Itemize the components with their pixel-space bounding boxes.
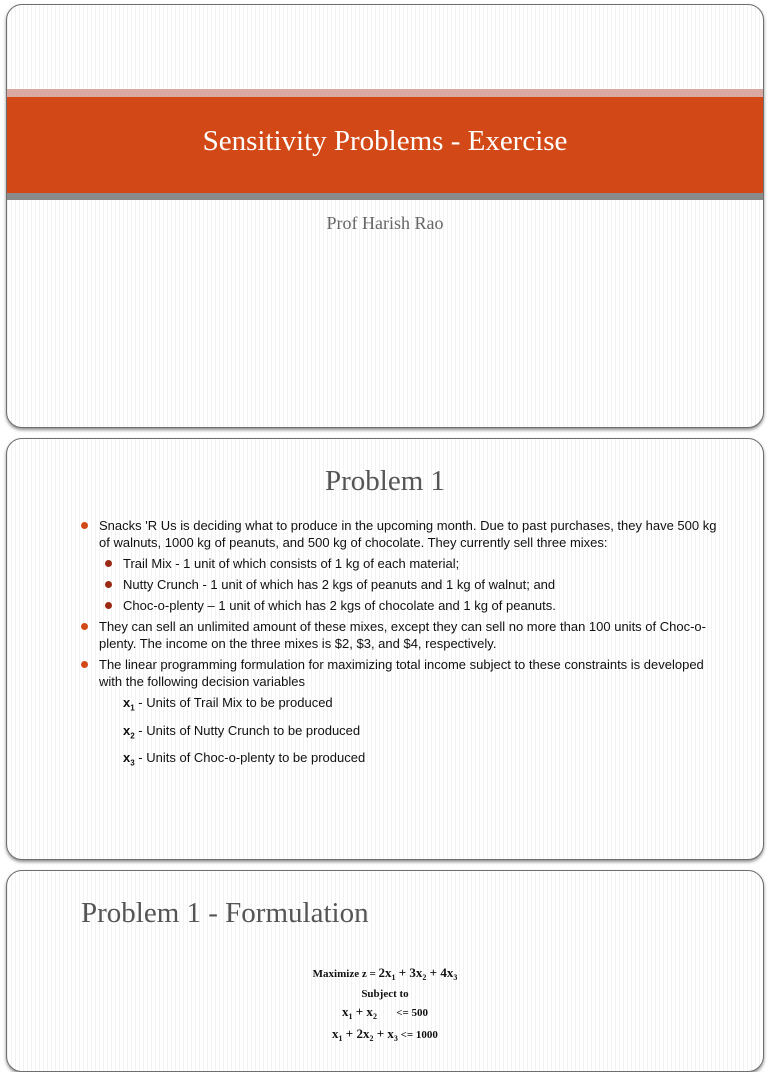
decision-variable (123, 694, 723, 717)
bullet-text: The linear programming formulation for maximizing total income subject to these constraints is developed with the following decision variables (99, 657, 704, 689)
bullet-item (81, 618, 723, 652)
decision-variable (123, 749, 723, 772)
variable-description: - Units of Nutty Crunch to be produced (134, 722, 361, 738)
formulation-slide (6, 870, 764, 1072)
sub-bullet-item (105, 555, 723, 572)
bullet-item (81, 656, 723, 690)
decision-variable (123, 722, 723, 745)
slide-title: Sensitivity Problems - Exercise (202, 125, 568, 157)
variable-symbol: x (123, 750, 131, 766)
sub-bullet-text: Trail Mix - 1 unit of which consists of 1 kg of each material; (123, 556, 460, 571)
bullet-dot-icon (81, 522, 88, 529)
title-slide (6, 4, 764, 428)
constraint-2: $x_1 + 2x_2 + x_3 <= 1000$ (332, 1026, 438, 1044)
slide-title: Problem 1 - Formulation (81, 897, 369, 929)
variable-index: 1 (130, 703, 135, 713)
bullet-text: They can sell an unlimited amount of these mixes, except they can sell no more than 100 units of Choc-o-plenty. The income on the three mixes is $2, $3, and $4, respectively. (99, 619, 706, 651)
variable-description: - Units of Choc-o-plenty to be produced (134, 750, 366, 766)
banner-shadow-stripe (7, 193, 763, 200)
variable-symbol: x (123, 695, 131, 710)
problem-slide (6, 438, 764, 860)
variable-symbol: x (123, 722, 131, 738)
sub-bullet-item (105, 576, 723, 593)
bullet-dot-icon (105, 602, 112, 609)
accent-stripe (7, 89, 763, 97)
bullet-item (81, 517, 723, 551)
variable-index: 3 (130, 758, 135, 768)
variable-index: 2 (130, 731, 135, 741)
bullet-dot-icon (105, 581, 112, 588)
sub-bullet-item (105, 597, 723, 614)
variable-description: - Units of Trail Mix to be produced (134, 695, 333, 710)
sub-bullet-text: Choc-o-plenty – 1 unit of which has 2 kgs of chocolate and 1 kg of peanuts. (123, 598, 556, 613)
slide-body (81, 517, 723, 777)
bullet-dot-icon (81, 661, 88, 668)
sub-bullet-text: Nutty Crunch - 1 unit of which has 2 kgs of peanuts and 1 kg of walnut; and (123, 577, 556, 592)
maximize-label: Maximize z = (312, 968, 376, 980)
objective-line: Maximize $z = 2x_1 + 3x_2 + 4x_3$ (312, 965, 458, 983)
constraint-1: $x_1 + x_2$ <= 500 (342, 1004, 428, 1022)
slide-subtitle: Prof Harish Rao (326, 213, 444, 233)
bullet-dot-icon (105, 560, 112, 567)
bullet-dot-icon (81, 623, 88, 630)
slide-title: Problem 1 (324, 465, 446, 497)
lp-formulation (7, 964, 763, 1048)
subject-to-label: Subject to (361, 988, 409, 1001)
bullet-text: Snacks 'R Us is deciding what to produce in the upcoming month. Due to past purchases, they have 500 kg of walnuts, 1000 kg of peanuts, and 500 kg of chocolate. They currently sell three mixes: (99, 518, 717, 550)
